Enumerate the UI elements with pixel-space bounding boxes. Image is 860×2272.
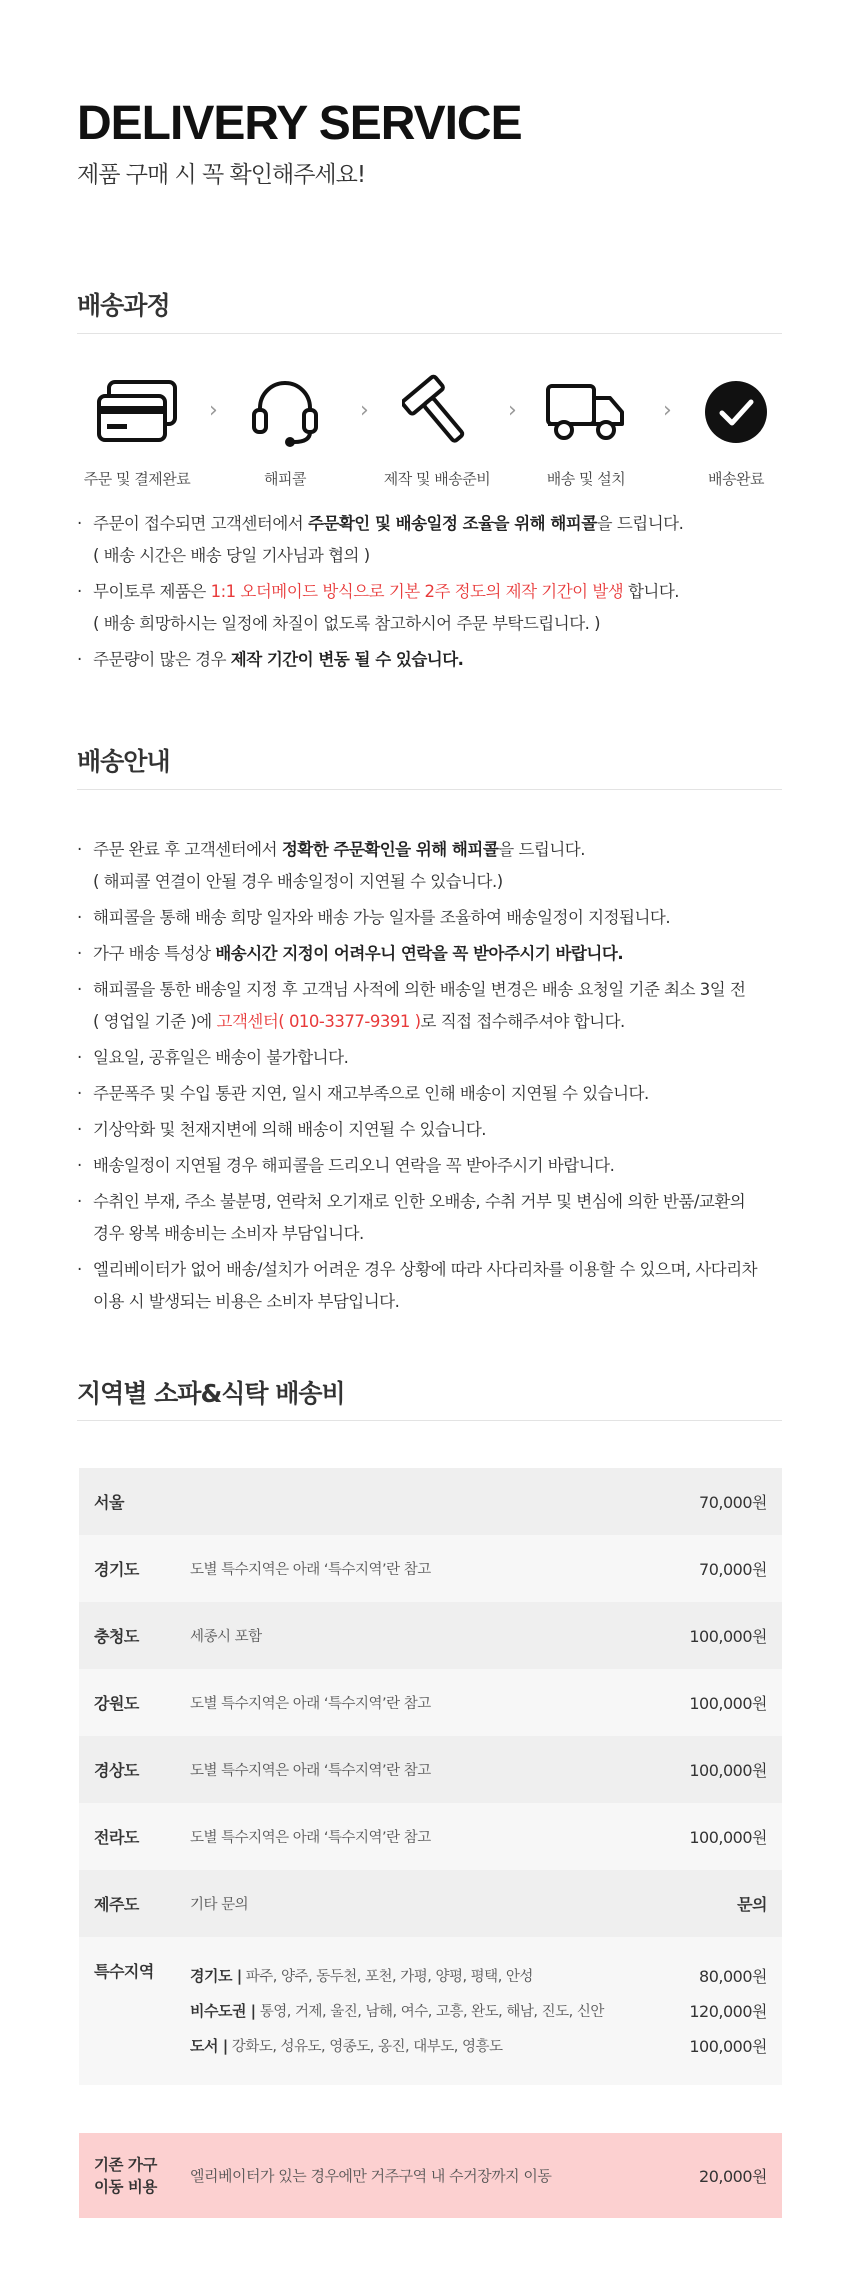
fees-section-divider [77, 1420, 782, 1421]
delivery-fee-table [79, 1468, 782, 2085]
list-item: · 기상악화 및 천재지변에 의해 배송이 지연될 수 있습니다. [77, 1114, 807, 1146]
page-subtitle: 제품 구매 시 꼭 확인해주세요! [77, 162, 366, 188]
list-item: · 가구 배송 특성상 배송시간 지정이 어려우니 연락을 꼭 받아주시기 바랍니다. [77, 938, 807, 970]
list-item: · 주문이 접수되면 고객센터에서 주문확인 및 배송일정 조율을 위해 해피콜을 드립니다. ( 배송 시간은 배송 당일 기사님과 협의 ) [77, 508, 807, 572]
step-production [362, 372, 512, 489]
guide-section-title: 배송안내 [77, 747, 170, 776]
step-label: 해피콜 [264, 470, 306, 488]
credit-card-icon [62, 372, 212, 452]
step-complete [661, 372, 811, 489]
step-happy-call [210, 372, 360, 489]
list-item: · 무이토루 제품은 1:1 오더메이드 방식으로 기본 2주 정도의 제작 기간이 발생 합니다. ( 배송 희망하시는 일정에 차질이 없도록 참고하시어 주문 부탁드립니다. ) [77, 576, 807, 640]
step-shipping [511, 372, 661, 489]
process-notes [77, 508, 807, 680]
step-label: 주문 및 결제완료 [83, 470, 191, 488]
list-item: · 해피콜을 통해 배송 희망 일자와 배송 가능 일자를 조율하여 배송일정이 지정됩니다. [77, 902, 807, 934]
list-item: · 주문 완료 후 고객센터에서 정확한 주문확인을 위해 해피콜을 드립니다. ( 해피콜 연결이 안될 경우 배송일정이 지연될 수 있습니다.) [77, 834, 807, 898]
list-item: · 해피콜을 통한 배송일 지정 후 고객님 사적에 의한 배송일 변경은 배송 요청일 기준 최소 3일 전 ( 영업일 기준 )에 고객센터( 010-3377-9391 )로 직접 접수해주셔야 합니다. [77, 974, 807, 1038]
step-label: 배송 및 설치 [546, 470, 626, 488]
truck-icon [511, 372, 661, 452]
table-row: 제주도 기타 문의 문의 [79, 1870, 782, 1937]
guide-section-divider [77, 789, 782, 790]
table-row: 서울 70,000원 [79, 1468, 782, 1535]
process-section-divider [77, 333, 782, 334]
table-row: 경상도 도별 특수지역은 아래 ‘특수지역’란 참고 100,000원 [79, 1736, 782, 1803]
table-row: 경기도 도별 특수지역은 아래 ‘특수지역’란 참고 70,000원 [79, 1535, 782, 1602]
list-item: · 수취인 부재, 주소 불분명, 연락처 오기재로 인한 오배송, 수취 거부 및 변심에 의한 반품/교환의 경우 왕복 배송비는 소비자 부담입니다. [77, 1186, 807, 1250]
chevron-right-icon: › [360, 398, 369, 423]
chevron-right-icon: › [508, 398, 517, 423]
table-row: 전라도 도별 특수지역은 아래 ‘특수지역’란 참고 100,000원 [79, 1803, 782, 1870]
list-item: · 일요일, 공휴일은 배송이 불가합니다. [77, 1042, 807, 1074]
chevron-right-icon: › [663, 398, 672, 423]
special-region-row: 특수지역 경기도 | 파주, 양주, 동두천, 포천, 가평, 양평, 평택, 안성 비수도권 | 통영, 거제, 울진, 남해, 여수, 고흥, 완도, 해남, 진도, 신안 도서 | 강화도, 성유도, 영종도, 옹진, 대부도, 영흥도 80,000원 120,000원 100,000원 [79, 1937, 782, 2085]
step-label: 제작 및 배송준비 [383, 470, 491, 488]
fees-section-title: 지역별 소파&식탁 배송비 [77, 1379, 345, 1408]
furniture-move-fee-row: 기존 가구 이동 비용 엘리베이터가 있는 경우에만 거주구역 내 수거장까지 이동 20,000원 [79, 2133, 782, 2218]
list-item: · 엘리베이터가 없어 배송/설치가 어려운 경우 상황에 따라 사다리차를 이용할 수 있으며, 사다리차 이용 시 발생되는 비용은 소비자 부담입니다. [77, 1254, 807, 1318]
list-item: · 주문폭주 및 수입 통관 지연, 일시 재고부족으로 인해 배송이 지연될 수 있습니다. [77, 1078, 807, 1110]
list-item: · 주문량이 많은 경우 제작 기간이 변동 될 수 있습니다. [77, 644, 807, 676]
table-row: 충청도 세종시 포함 100,000원 [79, 1602, 782, 1669]
step-order-payment [62, 372, 212, 489]
table-row: 강원도 도별 특수지역은 아래 ‘특수지역’란 참고 100,000원 [79, 1669, 782, 1736]
headset-icon [210, 372, 360, 452]
check-circle-icon [661, 372, 811, 452]
chevron-right-icon: › [209, 398, 218, 423]
step-label: 배송완료 [708, 470, 764, 488]
list-item: · 배송일정이 지연될 경우 해피콜을 드리오니 연락을 꼭 받아주시기 바랍니다. [77, 1150, 807, 1182]
guide-notes [77, 834, 807, 1322]
page-title: DELIVERY SERVICE [77, 97, 522, 150]
process-section-title: 배송과정 [77, 291, 170, 320]
hammer-icon [362, 372, 512, 452]
